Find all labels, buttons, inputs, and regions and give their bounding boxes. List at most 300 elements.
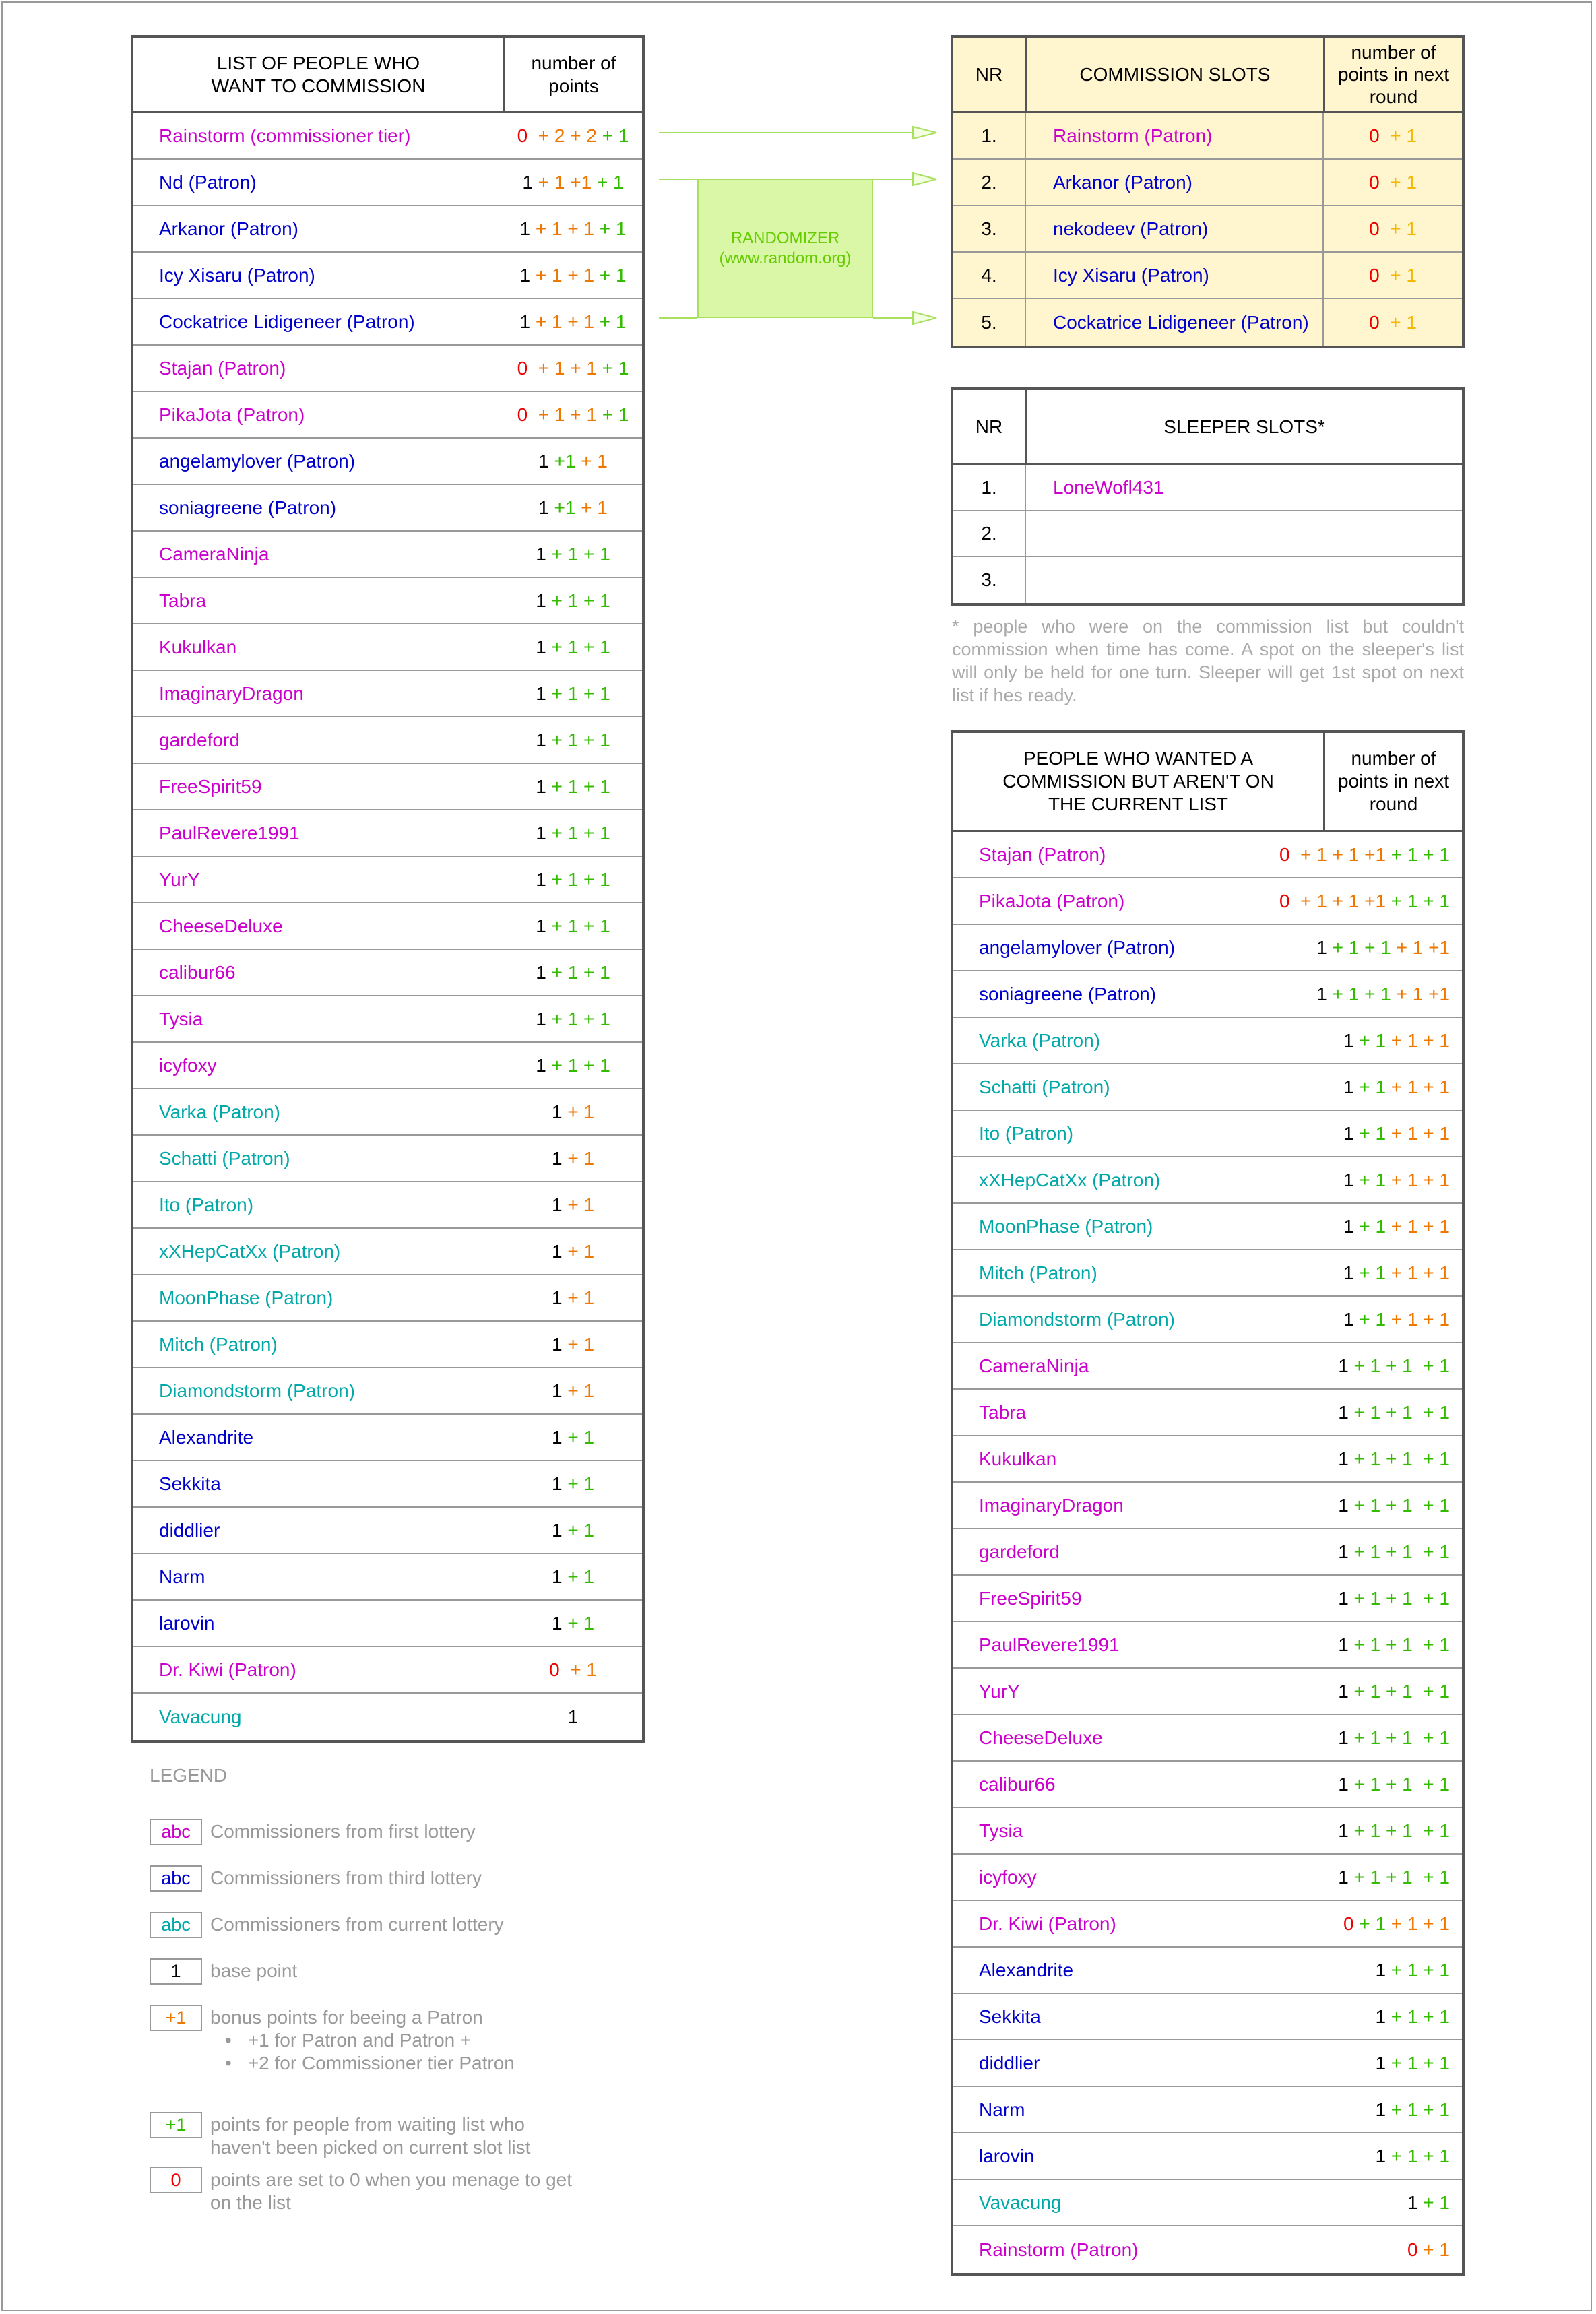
points-part: + 1 + 1	[546, 961, 610, 983]
legend-item	[150, 1865, 482, 1892]
points-value	[504, 869, 642, 891]
table-row	[953, 1018, 1462, 1064]
points-value	[1260, 1681, 1462, 1702]
points-value	[1260, 1960, 1462, 1981]
points-part: +1	[548, 450, 576, 472]
points-part: 0	[517, 125, 528, 146]
legend-swatch: abc	[150, 1865, 202, 1892]
table-row	[133, 532, 642, 578]
points-part: + 1 + 1	[1386, 1262, 1450, 1283]
points-part: + 1	[562, 1333, 595, 1355]
table-row	[133, 1229, 642, 1275]
points-part: + 1	[1379, 311, 1417, 333]
points-part: + 1	[562, 1287, 595, 1308]
table-row	[953, 832, 1462, 878]
person-name: Diamondstorm (Patron)	[979, 1308, 1175, 1330]
person-name: calibur66	[159, 961, 236, 983]
sleeper-rows	[953, 465, 1462, 603]
table-row	[133, 439, 642, 485]
sleeper-note: * people who were on the commission list but couldn't commission when time has come. A spot on the sleeper's list will only be held for one turn. Sleeper will get 1st spot on next list if hes ready.	[952, 616, 1464, 705]
table-row	[953, 2180, 1462, 2226]
points-value	[1260, 2053, 1462, 2074]
points-part: + 1 + 1 + 1	[1348, 1401, 1450, 1423]
points-value	[504, 1659, 642, 1681]
points-part: 1	[536, 1008, 546, 1029]
points-value	[1260, 1169, 1462, 1191]
table-row	[953, 1390, 1462, 1436]
person-name: Nd (Patron)	[159, 171, 257, 193]
table-row	[133, 1043, 642, 1089]
legend-title: LEGEND	[150, 1765, 228, 1786]
points-part: + 1	[562, 1380, 595, 1401]
points-part: 0	[517, 404, 528, 425]
person-name: Narm	[159, 1566, 205, 1587]
points-part: 1	[1338, 1448, 1349, 1469]
points-value	[1260, 1402, 1462, 1423]
points-part: + 1 + 1 + 1	[1348, 1634, 1450, 1655]
legend-text: bonus points for beeing a Patron	[210, 2007, 483, 2028]
points-value	[1260, 1495, 1462, 1516]
points-part: 1	[536, 1054, 546, 1076]
points-value	[504, 776, 642, 798]
points-part: + 1	[596, 357, 629, 379]
points-part: + 1	[1353, 1076, 1386, 1097]
person-name: Rainstorm (Patron)	[979, 2239, 1139, 2260]
points-value	[504, 1427, 642, 1448]
points-part: 1	[1338, 1355, 1349, 1376]
points-part: + 1	[562, 1194, 595, 1215]
points-part: 1	[1343, 1308, 1354, 1330]
person-name: PikaJota (Patron)	[159, 404, 305, 425]
table-row	[133, 346, 642, 392]
points-value	[1260, 844, 1462, 866]
points-part: + 1	[575, 496, 608, 518]
points-value	[1260, 937, 1462, 959]
points-value	[1324, 218, 1462, 240]
slot-name: Rainstorm (Patron)	[1026, 113, 1324, 158]
person-name: icyfoxy	[979, 1866, 1037, 1888]
points-part: 1	[1375, 1959, 1386, 1981]
person-name: angelamylover (Patron)	[979, 936, 1176, 958]
randomizer-site: (www.random.org)	[719, 249, 852, 267]
person-name: PaulRevere1991	[979, 1634, 1120, 1655]
points-value	[1324, 125, 1462, 147]
points-part: 1	[551, 1473, 563, 1494]
points-value	[1324, 172, 1462, 193]
slot-number: 5.	[953, 299, 1026, 346]
points-part: + 1 + 1	[1386, 2005, 1450, 2027]
points-part: + 1 + 1	[530, 311, 595, 332]
points-part: 1	[519, 218, 531, 239]
points-part: + 1 + 1	[1386, 2098, 1450, 2120]
person-name: MoonPhase (Patron)	[159, 1287, 333, 1308]
table-row	[133, 1694, 642, 1740]
points-value	[1260, 2239, 1462, 2261]
points-part: 1	[567, 1706, 579, 1727]
points-value	[504, 1148, 642, 1169]
points-part: 0	[1279, 890, 1290, 911]
table-row	[133, 1182, 642, 1229]
legend-text: points are set to 0 when you menage to get on the list	[210, 2169, 573, 2213]
points-part: 0	[517, 357, 528, 379]
table-row	[133, 764, 642, 810]
legend-item	[150, 2005, 515, 2075]
table-row	[133, 206, 642, 253]
person-name: Tysia	[159, 1008, 203, 1029]
points-part: + 1 + 1	[1386, 1913, 1450, 1934]
table-row	[133, 1368, 642, 1415]
table-row	[133, 624, 642, 671]
table-row	[953, 1297, 1462, 1343]
person-name: Vavacung	[979, 2191, 1062, 2213]
points-part: + 1	[1379, 125, 1417, 146]
sleeper-number: 3.	[953, 557, 1026, 603]
table-row	[953, 1483, 1462, 1529]
table-row	[133, 113, 642, 160]
points-value	[1260, 1309, 1462, 1330]
table-row	[953, 1343, 1462, 1390]
table-row	[133, 1136, 642, 1182]
points-part: 1	[551, 1101, 563, 1122]
points-part: + 1 + 1	[1386, 2052, 1450, 2074]
table-row	[953, 2226, 1462, 2273]
waiting-header-points: number of points in next round	[1338, 748, 1449, 814]
points-value	[1260, 1727, 1462, 1749]
points-part: + 1 +1	[1391, 936, 1450, 958]
person-name: Icy Xisaru (Patron)	[159, 264, 315, 286]
points-part: + 1 + 1	[1386, 1122, 1450, 1144]
points-part: + 1	[575, 450, 608, 472]
points-part: 1	[1338, 1587, 1349, 1609]
points-value	[1260, 1867, 1462, 1888]
points-part: + 1	[1353, 1262, 1386, 1283]
person-name: ImaginaryDragon	[159, 682, 304, 704]
legend-text: Commissioners from current lottery	[210, 1914, 504, 1935]
person-name: larovin	[159, 1612, 215, 1634]
slot-row	[953, 253, 1462, 299]
points-value	[504, 172, 642, 193]
table-row	[133, 1275, 642, 1322]
sleeper-row	[953, 557, 1462, 603]
slot-name: nekodeev (Patron)	[1026, 206, 1324, 251]
points-part: + 1 + 1 + 1	[1348, 1494, 1450, 1516]
points-value	[504, 1520, 642, 1541]
waiting-list-table	[951, 730, 1465, 2276]
points-part: + 1	[1353, 1029, 1386, 1051]
points-part: + 1 + 1 +1	[1289, 890, 1386, 911]
sleeper-row	[953, 511, 1462, 557]
points-part: + 1 + 1 +1	[1289, 843, 1386, 865]
points-part: + 1 + 1 + 1	[1348, 1866, 1450, 1888]
points-part: 1	[551, 1147, 563, 1169]
points-value	[1260, 2099, 1462, 2121]
points-part: 1	[536, 822, 546, 843]
table-row	[953, 878, 1462, 925]
table-row	[953, 1715, 1462, 1762]
table-row	[953, 1669, 1462, 1715]
points-part: + 1 + 1	[546, 589, 610, 611]
points-part: + 2 + 2	[528, 125, 597, 146]
slot-number: 2.	[953, 160, 1026, 205]
points-value	[504, 823, 642, 844]
legend-text-wrap	[210, 1960, 297, 1985]
table-row	[133, 1461, 642, 1508]
points-value	[504, 1008, 642, 1030]
person-name: PikaJota (Patron)	[979, 890, 1125, 911]
points-value	[1260, 1820, 1462, 1842]
main-header-points: number of points	[531, 52, 616, 96]
points-part: 1	[1375, 2145, 1386, 2166]
table-row	[953, 2040, 1462, 2087]
points-value	[504, 1566, 642, 1588]
table-row	[953, 1204, 1462, 1250]
points-part: 1	[1375, 2098, 1386, 2120]
person-name: Mitch (Patron)	[159, 1333, 278, 1355]
table-row	[133, 903, 642, 950]
person-name: xXHepCatXx (Patron)	[979, 1169, 1161, 1190]
points-part: 1	[1407, 2191, 1418, 2213]
slots-header-nr: NR	[953, 38, 1027, 111]
slot-name: Arkanor (Patron)	[1026, 160, 1324, 205]
points-value	[1260, 891, 1462, 912]
points-part: 1	[536, 636, 546, 657]
person-name: Ito (Patron)	[159, 1194, 254, 1215]
person-name: Mitch (Patron)	[979, 1262, 1097, 1283]
table-row	[133, 578, 642, 624]
waiting-header-name: PEOPLE WHO WANTED A COMMISSION BUT AREN'T ON THE CURRENT LIST	[953, 733, 1325, 830]
legend-item	[150, 2112, 530, 2159]
points-value	[504, 358, 642, 379]
points-part: + 1	[1353, 1913, 1386, 1934]
points-part: 1	[1343, 1076, 1354, 1097]
legend-text-wrap	[210, 1867, 482, 1892]
points-part: + 1	[594, 218, 627, 239]
points-value	[1260, 1030, 1462, 1052]
points-value	[1260, 1634, 1462, 1656]
sleeper-number: 2.	[953, 511, 1026, 556]
table-row	[133, 671, 642, 717]
legend-swatch: 1	[150, 1958, 202, 1985]
points-part: 0	[549, 1659, 560, 1680]
slot-row	[953, 113, 1462, 160]
person-name: Schatti (Patron)	[979, 1076, 1110, 1097]
legend-swatch: +1	[150, 2005, 202, 2031]
table-row	[953, 2087, 1462, 2133]
points-part: + 1 + 1	[1327, 983, 1391, 1004]
points-value	[1260, 1588, 1462, 1609]
points-part: 1	[1316, 936, 1327, 958]
points-part: + 1 + 1 + 1	[1348, 1820, 1450, 1841]
person-name: Sekkita	[979, 2005, 1041, 2027]
table-row	[953, 2133, 1462, 2180]
points-part: 0	[1369, 171, 1380, 193]
points-part: 1	[538, 450, 549, 472]
legend-swatch: +1	[150, 2112, 202, 2138]
sleeper-name: LoneWofl431	[1053, 477, 1164, 498]
table-row	[133, 950, 642, 996]
points-part: 1	[536, 961, 546, 983]
table-row	[133, 1415, 642, 1461]
bullet-dot-icon: •	[225, 2030, 232, 2051]
points-part: 1	[1338, 1820, 1349, 1841]
points-value	[1260, 2146, 1462, 2167]
points-value	[504, 1101, 642, 1123]
points-value	[504, 1473, 642, 1495]
points-part: + 1	[562, 1147, 595, 1169]
legend-item	[150, 1819, 476, 1845]
person-name: FreeSpirit59	[159, 775, 262, 797]
slots-header-points: number of points in next round	[1338, 42, 1449, 107]
points-part: + 1 + 1	[1327, 936, 1391, 958]
legend-swatch: 0	[150, 2167, 202, 2193]
points-part: 1	[1338, 1866, 1349, 1888]
person-name: Stajan (Patron)	[979, 843, 1106, 865]
person-name: xXHepCatXx (Patron)	[159, 1240, 341, 1262]
person-name: CameraNinja	[159, 543, 269, 565]
points-part: + 1 + 1	[546, 1008, 610, 1029]
table-row	[953, 1529, 1462, 1576]
points-value	[504, 637, 642, 658]
points-part: 1	[519, 311, 531, 332]
points-value	[1260, 1123, 1462, 1145]
legend-swatch: abc	[150, 1912, 202, 1938]
points-part: + 1 + 1	[1386, 1308, 1450, 1330]
points-part: 1	[1338, 1634, 1349, 1655]
points-part: 1	[1338, 1773, 1349, 1795]
points-part: 0	[1369, 218, 1380, 239]
person-name: MoonPhase (Patron)	[979, 1215, 1153, 1237]
points-part: 1	[551, 1194, 563, 1215]
points-part: 1	[1338, 1680, 1349, 1702]
person-name: icyfoxy	[159, 1054, 217, 1076]
points-part: + 1 +1	[1391, 983, 1450, 1004]
randomizer-box	[697, 179, 873, 318]
person-name: Narm	[979, 2098, 1025, 2120]
commission-slots-table	[951, 35, 1465, 348]
points-part: 1	[1375, 2005, 1386, 2027]
points-part: 1	[1343, 1215, 1354, 1237]
points-value	[1260, 2192, 1462, 2214]
points-part: + 1 + 1	[1386, 843, 1450, 865]
points-part: + 1 + 1	[1386, 1215, 1450, 1237]
points-part: + 1 + 1	[546, 1054, 610, 1076]
table-row	[133, 996, 642, 1043]
points-part: 0	[1369, 264, 1380, 286]
points-part: + 1 +1	[532, 171, 592, 193]
person-name: Tabra	[159, 589, 207, 611]
points-value	[504, 218, 642, 240]
points-value	[504, 962, 642, 984]
points-part: + 1 + 1 + 1	[1348, 1587, 1450, 1609]
legend-text-wrap	[210, 2168, 572, 2214]
points-part: + 1 + 1	[546, 868, 610, 890]
points-value	[504, 1241, 642, 1262]
sleeper-slots-table	[951, 387, 1465, 606]
points-part: + 1	[596, 404, 629, 425]
person-name: Dr. Kiwi (Patron)	[979, 1913, 1116, 1934]
points-part: 1	[1338, 1727, 1349, 1748]
points-part: 1	[1343, 1029, 1354, 1051]
points-value	[504, 1055, 642, 1076]
points-value	[1260, 1448, 1462, 1470]
points-part: + 1	[562, 1566, 595, 1587]
table-row	[133, 857, 642, 903]
points-value	[1260, 1216, 1462, 1238]
points-value	[504, 730, 642, 751]
points-part: 1	[551, 1240, 563, 1262]
points-part: + 1	[1353, 1308, 1386, 1330]
person-name: PaulRevere1991	[159, 822, 300, 843]
table-row	[133, 1322, 642, 1368]
points-part: + 1 + 1	[528, 357, 597, 379]
table-row	[953, 1436, 1462, 1483]
points-part: 1	[1338, 1541, 1349, 1562]
points-part: 1	[1343, 1122, 1354, 1144]
points-part: 1	[1375, 2052, 1386, 2074]
table-row	[953, 1855, 1462, 1901]
points-part: 1	[551, 1612, 563, 1634]
table-row	[953, 1762, 1462, 1808]
points-part: 1	[1338, 1494, 1349, 1516]
points-part: + 1	[592, 171, 624, 193]
person-name: angelamylover (Patron)	[159, 450, 356, 472]
person-name: YurY	[159, 868, 200, 890]
points-part: 1	[536, 775, 546, 797]
points-value	[504, 915, 642, 937]
person-name: Tysia	[979, 1820, 1023, 1841]
table-row	[953, 1250, 1462, 1297]
points-part: + 1	[562, 1240, 595, 1262]
person-name: Diamondstorm (Patron)	[159, 1380, 355, 1401]
points-part: 1	[536, 915, 546, 936]
legend-bullet-text: +1 for Patron and Patron +	[247, 2030, 472, 2051]
table-row	[953, 1064, 1462, 1111]
person-name: YurY	[979, 1680, 1020, 1702]
table-row	[133, 392, 642, 439]
legend-text-wrap	[210, 2006, 515, 2075]
legend-bullet	[210, 2052, 515, 2075]
points-part: + 1 + 1	[530, 218, 595, 239]
randomizer-title: RANDOMIZER	[730, 228, 840, 247]
points-value	[504, 404, 642, 426]
points-value	[1260, 1774, 1462, 1795]
points-value	[504, 497, 642, 519]
points-value	[504, 544, 642, 565]
table-row	[133, 1647, 642, 1694]
points-part: + 1	[1379, 171, 1417, 193]
person-name: Varka (Patron)	[979, 1029, 1100, 1051]
points-part: + 1	[562, 1612, 595, 1634]
slot-row	[953, 299, 1462, 346]
points-value	[504, 683, 642, 705]
points-value	[1324, 265, 1462, 286]
legend-text-wrap	[210, 1913, 504, 1938]
legend-text-wrap	[210, 2113, 530, 2159]
points-part: + 1 + 1	[546, 915, 610, 936]
table-row	[133, 1508, 642, 1554]
person-name: diddlier	[979, 2052, 1040, 2074]
points-part: + 1	[562, 1473, 595, 1494]
points-value	[504, 1287, 642, 1309]
points-part: 1	[551, 1566, 563, 1587]
points-part: 0	[1369, 311, 1380, 333]
person-name: gardeford	[979, 1541, 1060, 1562]
points-part: + 1 + 1	[530, 264, 595, 286]
main-rows	[133, 113, 642, 1740]
person-name: ImaginaryDragon	[979, 1494, 1124, 1516]
person-name: Cockatrice Lidigeneer (Patron)	[159, 311, 415, 332]
table-row	[133, 1554, 642, 1601]
